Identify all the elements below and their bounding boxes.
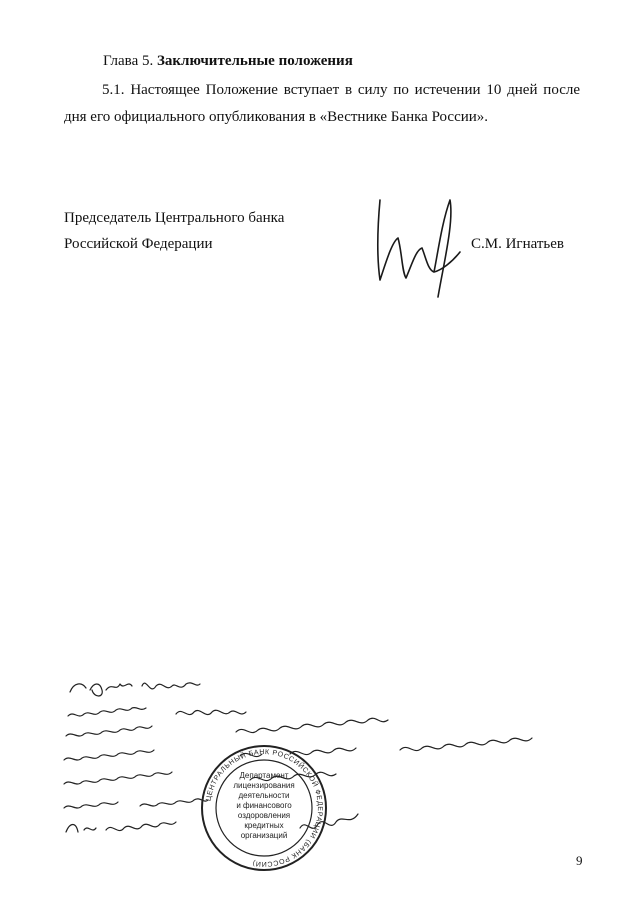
signatory-position-line-2: Российской Федерации <box>64 236 213 252</box>
signatory-name: С.М. Игнатьев <box>471 236 565 252</box>
chapter-number: Глава 5. <box>103 53 154 69</box>
page-number: 9 <box>576 853 583 868</box>
signatory-position-line-1: Председатель Центрального банка <box>64 210 285 226</box>
signature-image <box>372 192 467 302</box>
stamp-center-line: деятельности <box>238 791 290 800</box>
stamp-center-line: оздоровления <box>237 811 291 820</box>
official-round-stamp <box>198 742 330 874</box>
stamp-center-line: организаций <box>240 831 288 840</box>
stamp-center-line: Департамент <box>239 771 289 780</box>
chapter-heading <box>103 52 353 70</box>
stamp-center-line: лицензирования <box>233 781 295 790</box>
chapter-title: Заключительные положения <box>156 53 353 69</box>
stamp-center-line: и финансового <box>236 801 292 810</box>
stamp-ring-text: ЦЕНТРАЛЬНЫЙ БАНК РОССИЙСКОЙ ФЕДЕРАЦИИ (БАНК РОССИИ) <box>205 748 324 868</box>
paragraph-5-1: 5.1. Настоящее Положение вступает в силу по истечении 10 дней после дня его официального опубликования в «Вестнике Банка России». <box>64 82 580 125</box>
stamp-center-line: кредитных <box>244 821 284 830</box>
